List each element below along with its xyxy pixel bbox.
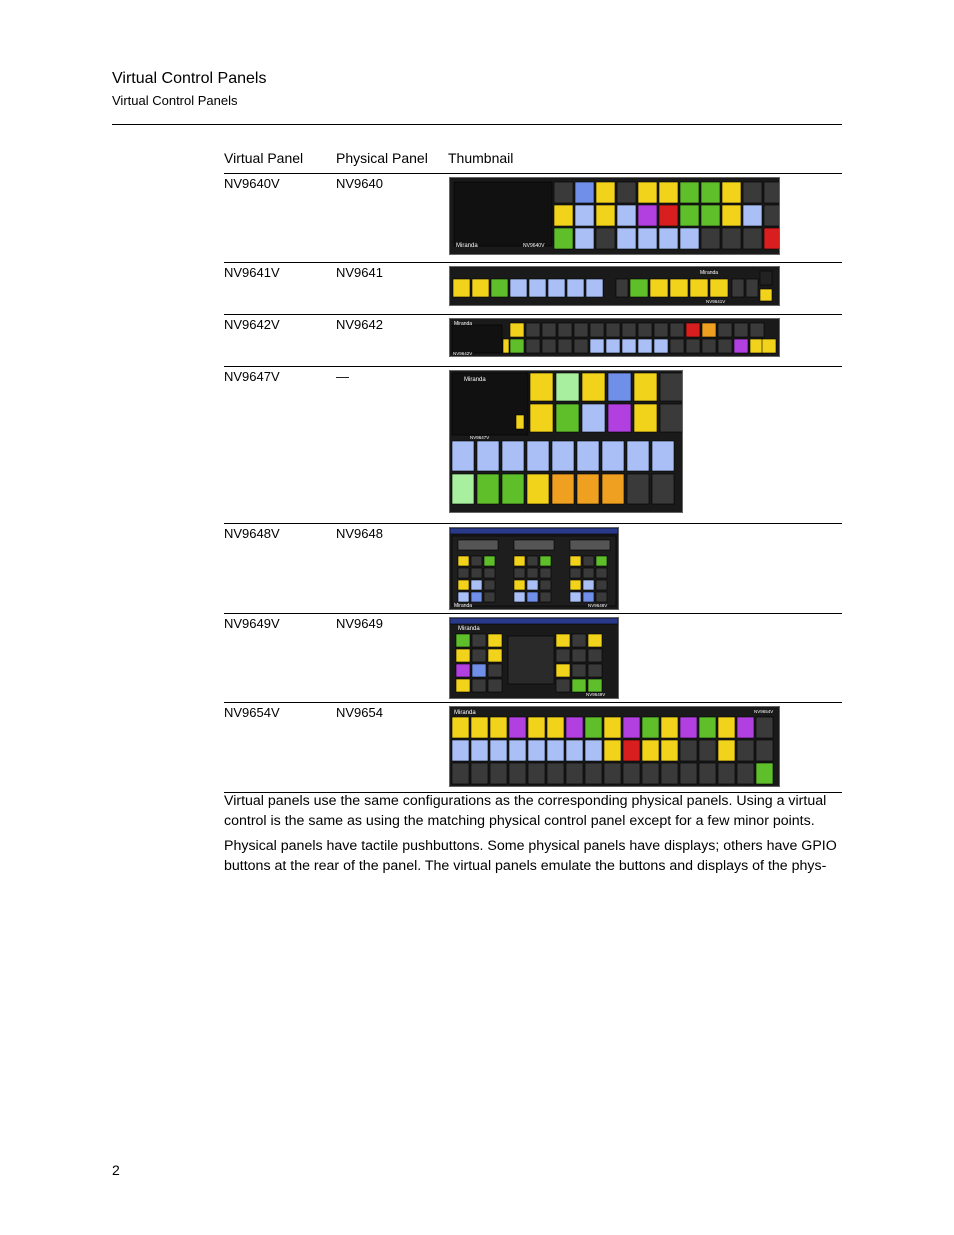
panel-button [509,740,526,761]
panel-button [588,664,602,677]
panel-button [556,664,570,677]
panel-label: NV9654V [754,709,774,714]
panel-button [572,634,586,647]
panel-button [526,339,540,353]
panel-button [554,205,573,226]
panel-button [743,182,762,203]
panel-button [554,228,573,249]
panel-button [508,636,554,684]
panel-button [722,205,741,226]
panel-button [737,740,754,761]
panel-button [596,205,615,226]
panel-button [642,763,659,784]
panel-label: NV9641V [706,299,726,304]
physical-panel-cell: NV9641 [336,265,383,280]
panel-button [572,679,586,692]
panel-button [596,182,615,203]
panel-button [585,717,602,738]
panel-button [530,404,553,432]
panel-label: NV9648V [588,603,608,608]
panel-button [570,540,610,550]
panel-button [570,580,581,590]
panel-button [575,205,594,226]
panel-button [570,568,581,578]
panel-button [604,717,621,738]
panel-button [472,279,489,297]
physical-panel-cell: NV9640 [336,176,383,191]
panel-button [527,592,538,602]
body-paragraph-1: Virtual panels use the same configurations as the corresponding physical panels. Using a virtual control is the same as using the matching physical control panel except for a few minor points. [224,793,827,829]
panel-button [477,474,499,504]
panel-button [680,182,699,203]
panel-label: Miranda [464,377,486,383]
panel-button [574,323,588,337]
panel-button [616,279,628,297]
panel-button [472,649,486,662]
thumbnail-nv9648v [449,527,619,610]
panel-button [737,763,754,784]
panel-button [484,568,495,578]
panel-button [529,279,546,297]
panel-button [702,339,716,353]
panel-button [659,205,678,226]
panel-button [488,679,502,692]
panel-button [509,717,526,738]
table-row [224,614,842,703]
panel-button [680,740,697,761]
panel-button [472,634,486,647]
panel-button [509,763,526,784]
panel-button [652,441,674,471]
panel-button [456,649,470,662]
panel-button [456,664,470,677]
panel-button [458,568,469,578]
panel-button [547,717,564,738]
panel-button [452,325,502,353]
panel-button [566,763,583,784]
panel-label: NV9642V [453,351,473,356]
panel-button [718,763,735,784]
panel-button [654,339,668,353]
panel-button [661,740,678,761]
thumbnail-nv9642v [449,318,780,357]
panel-button [660,373,682,401]
panel-button [540,580,551,590]
panel-button [622,323,636,337]
panel-button [718,339,732,353]
panel-button [527,474,549,504]
panel-button [756,740,773,761]
panel-button [680,717,697,738]
panel-label: Miranda [454,321,473,327]
panel-button [596,228,615,249]
panel-button [556,649,570,662]
panel-button [454,182,552,246]
panel-label: Miranda [458,626,480,632]
panel-button [701,182,720,203]
panel-button [527,568,538,578]
panel-button [471,740,488,761]
panel-button [617,205,636,226]
panel-button [718,740,735,761]
physical-panel-cell: NV9642 [336,317,383,332]
panel-button [456,634,470,647]
panel-button [484,580,495,590]
panel-button [623,763,640,784]
panel-button [456,679,470,692]
panel-button [583,568,594,578]
panel-button [585,763,602,784]
panel-button [566,717,583,738]
panel-button [596,568,607,578]
panel-button [630,279,648,297]
panel-button [638,323,652,337]
panel-button [588,679,602,692]
panel-button [583,580,594,590]
panel-button [659,228,678,249]
panel-table [224,148,842,793]
panel-button [490,717,507,738]
panel-button [638,205,657,226]
panel-button [458,592,469,602]
panel-button [642,740,659,761]
panel-button [680,228,699,249]
virtual-panel-cell: NV9641V [224,265,280,280]
panel-button [491,279,508,297]
panel-button [477,441,499,471]
physical-panel-cell: NV9649 [336,616,383,631]
panel-button [514,556,525,566]
panel-button [548,279,565,297]
panel-button [596,556,607,566]
panel-button [756,717,773,738]
panel-button [542,323,556,337]
panel-button [458,540,498,550]
panel-button [572,649,586,662]
panel-button [661,717,678,738]
panel-button [743,228,762,249]
panel-button [472,679,486,692]
panel-button [722,182,741,203]
panel-button [502,441,524,471]
panel-button [702,323,716,337]
panel-button [680,763,697,784]
thumbnail-nv9647v [449,370,683,513]
virtual-panel-cell: NV9649V [224,616,280,631]
panel-button [743,205,762,226]
panel-button [540,556,551,566]
panel-button [583,556,594,566]
panel-button [701,205,720,226]
panel-button [514,568,525,578]
panel-button [452,441,474,471]
panel-button [530,373,553,401]
panel-button [627,474,649,504]
panel-button [574,339,588,353]
panel-button [577,474,599,504]
panel-button [760,271,772,285]
panel-button [547,763,564,784]
panel-button [516,415,524,429]
panel-button [604,740,621,761]
panel-button [570,592,581,602]
panel-button [554,182,573,203]
column-thumbnail: Thumbnail [448,150,514,166]
panel-label: NV9649V [586,692,606,697]
header-rule [112,124,842,125]
virtual-panel-cell: NV9648V [224,526,280,541]
body-paragraph-2: Physical panels have tactile pushbuttons. Some physical panels have displays; others have GPIO buttons at the rear of the panel. The virtual panels emulate the buttons and displays of the phys- [224,838,837,874]
panel-button [583,592,594,602]
panel-button [670,279,688,297]
panel-button [686,339,700,353]
panel-button [604,763,621,784]
panel-button [452,717,469,738]
panel-button [575,228,594,249]
panel-button [699,717,716,738]
panel-button [452,763,469,784]
panel-button [458,556,469,566]
panel-button [488,634,502,647]
panel-button [690,279,708,297]
panel-button [596,580,607,590]
panel-button [526,323,540,337]
panel-button [642,717,659,738]
panel-button [575,182,594,203]
panel-button [699,740,716,761]
panel-button [484,592,495,602]
panel-button [471,592,482,602]
panel-button [556,404,579,432]
panel-button [582,404,605,432]
panel-button [627,441,649,471]
panel-button [634,373,657,401]
panel-button [452,474,474,504]
page-number: 2 [112,1162,120,1178]
panel-button [746,279,758,297]
virtual-panel-cell: NV9647V [224,369,280,384]
panel-button [634,404,657,432]
virtual-panel-cell: NV9642V [224,317,280,332]
panel-button [458,580,469,590]
table-row [224,524,842,614]
panel-button [680,205,699,226]
panel-button [528,763,545,784]
panel-button [556,679,570,692]
panel-label: Miranda [454,603,473,609]
panel-button [622,339,636,353]
panel-button [510,323,524,337]
panel-button [488,664,502,677]
panel-button [552,474,574,504]
panel-label: Miranda [456,243,478,249]
virtual-panel-cell: NV9640V [224,176,280,191]
panel-button [764,205,779,226]
panel-button [660,404,682,432]
panel-button [528,740,545,761]
panel-button [590,323,604,337]
panel-button [654,323,668,337]
panel-button [623,740,640,761]
panel-button [762,339,776,353]
panel-button [588,634,602,647]
panel-button [590,339,604,353]
panel-button [490,763,507,784]
panel-button [471,763,488,784]
panel-button [606,339,620,353]
panel-button [670,323,684,337]
panel-button [471,580,482,590]
panel-button [699,763,716,784]
table-row [224,263,842,315]
panel-button [577,441,599,471]
table-row [224,703,842,793]
panel-button [638,182,657,203]
panel-button [617,182,636,203]
thumbnail-nv9640v [449,177,780,255]
panel-button [540,568,551,578]
panel-button [722,228,741,249]
panel-button [606,323,620,337]
panel-button [588,649,602,662]
panel-button [471,717,488,738]
panel-button [450,528,618,534]
panel-button [453,279,470,297]
physical-panel-cell: — [336,369,349,384]
panel-button [570,556,581,566]
panel-button [608,373,631,401]
panel-button [737,717,754,738]
panel-button [596,592,607,602]
panel-button [490,740,507,761]
panel-button [488,649,502,662]
panel-button [710,279,728,297]
panel-button [514,592,525,602]
panel-button [638,228,657,249]
panel-button [602,474,624,504]
panel-button [471,556,482,566]
panel-button [750,323,764,337]
table-row [224,367,842,524]
panel-button [540,592,551,602]
panel-button [638,339,652,353]
panel-button [585,740,602,761]
panel-label: Miranda [700,270,719,276]
panel-label: NV9640V [523,243,545,249]
panel-button [542,339,556,353]
panel-button [659,182,678,203]
column-virtual-panel: Virtual Panel [224,150,304,166]
panel-button [718,717,735,738]
table-header [224,148,842,174]
panel-button [527,441,549,471]
panel-button [558,323,572,337]
panel-button [764,182,779,203]
physical-panel-cell: NV9654 [336,705,383,720]
panel-button [510,279,527,297]
panel-button [617,228,636,249]
panel-button [718,323,732,337]
panel-button [608,404,631,432]
panel-button [527,580,538,590]
thumbnail-nv9641v [449,266,780,306]
panel-button [452,740,469,761]
panel-button [556,634,570,647]
panel-button [572,664,586,677]
thumbnail-nv9654v [449,706,780,787]
running-header-subtitle: Virtual Control Panels [112,93,238,108]
table-row [224,315,842,367]
panel-button [528,717,545,738]
panel-button [471,568,482,578]
panel-label: Miranda [454,710,476,716]
panel-button [670,339,684,353]
panel-button [552,441,574,471]
physical-panel-cell: NV9648 [336,526,383,541]
panel-button [760,289,772,301]
panel-button [602,441,624,471]
panel-button [547,740,564,761]
panel-button [514,580,525,590]
panel-button [661,763,678,784]
panel-button [503,339,509,353]
panel-button [472,664,486,677]
panel-button [734,323,748,337]
panel-button [450,618,618,624]
panel-button [701,228,720,249]
panel-button [484,556,495,566]
panel-button [502,474,524,504]
panel-button [586,279,603,297]
panel-button [556,373,579,401]
panel-button [652,474,674,504]
table-row [224,174,842,263]
panel-button [734,339,748,353]
panel-button [566,740,583,761]
panel-button [567,279,584,297]
virtual-panel-cell: NV9654V [224,705,280,720]
panel-button [527,556,538,566]
panel-button [686,323,700,337]
panel-button [582,373,605,401]
panel-button [558,339,572,353]
panel-button [623,717,640,738]
running-header-title: Virtual Control Panels [112,70,267,87]
panel-button [732,279,744,297]
panel-button [756,763,773,784]
column-physical-panel: Physical Panel [336,150,428,166]
panel-label: NV9647V [470,435,490,440]
thumbnail-nv9649v [449,617,619,699]
panel-button [514,540,554,550]
panel-button [764,228,779,249]
panel-button [510,339,524,353]
panel-button [650,279,668,297]
